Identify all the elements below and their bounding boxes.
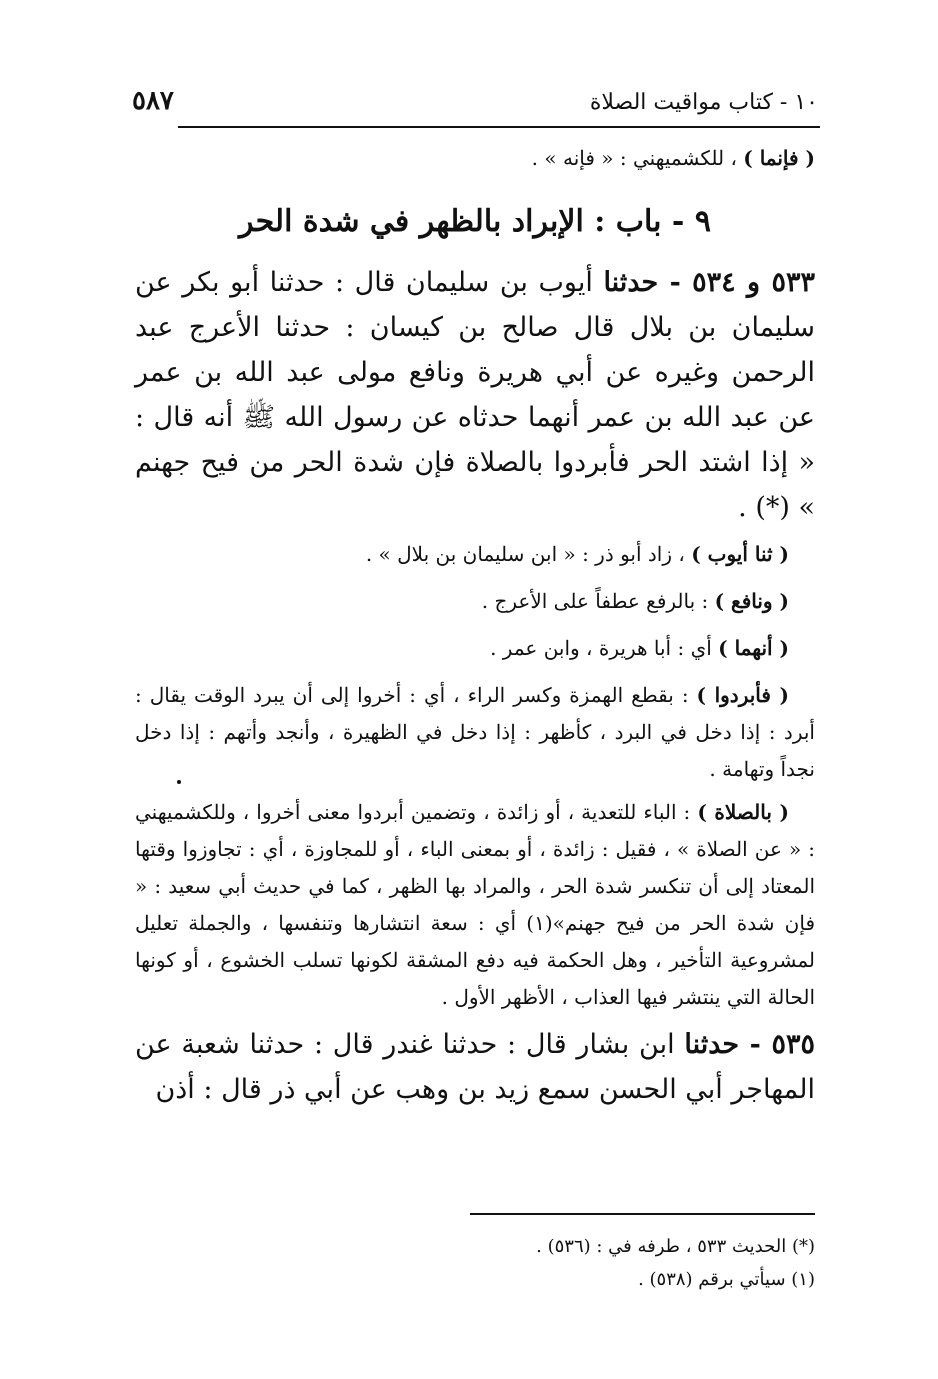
chapter-title: ٩ - باب : الإبراد بالظهر في شدة الحر bbox=[239, 204, 711, 239]
commentary-keyword: ( فأبردوا ) bbox=[696, 683, 789, 707]
commentary-text: ، زاد أبو ذر : « ابن سليمان بن بلال » . bbox=[365, 542, 692, 566]
footnotes bbox=[420, 1230, 815, 1296]
commentary-text: : بقطع الهمزة وكسر الراء ، أي : أخروا إلى أن يبرد الوقت يقال : أبرد : إذا دخل في البرد ، كأظهر : إذا دخل في الظهيرة ، وأنجد وأتهم : إذا دخل نجداً وتهامة . bbox=[135, 683, 815, 781]
commentary-note bbox=[135, 536, 815, 573]
top-note-text: ، للكشميهني : « فإنه » . bbox=[531, 146, 744, 170]
hadith-533-text: أيوب بن سليمان قال : حدثنا أبو بكر عن سليمان بن بلال قال صالح بن كيسان : حدثنا الأعرج عبد الرحمن وغيره عن أبي هريرة ونافع مولى عبد الله بن عمر عن عبد الله بن عمر أنهما حدثاه عن رسول الله ﷺ أنه قال : « إذا اشتد الحر فأبردوا بالصلاة فإن شدة الحر من فيح جهنم » (*) . bbox=[135, 267, 815, 523]
commentary-note bbox=[135, 630, 815, 667]
top-note-keyword: ( فإنما ) bbox=[743, 146, 815, 170]
hadith-535 bbox=[135, 1022, 815, 1112]
hadith-535-text: ابن بشار قال : حدثنا غندر قال : حدثنا شعبة عن المهاجر أبي الحسن سمع زيد بن وهب عن أبي ذر قال : أذن bbox=[135, 1029, 815, 1105]
commentary-text: أي : أبا هريرة ، وابن عمر . bbox=[490, 636, 719, 660]
running-title: ١٠ - كتاب مواقيت الصلاة bbox=[589, 90, 818, 115]
commentary-note bbox=[135, 794, 815, 1016]
page-header bbox=[120, 82, 820, 122]
commentary-keyword: ( أنهما ) bbox=[718, 636, 789, 660]
page-number: ٥٨٧ bbox=[132, 86, 174, 116]
top-note bbox=[135, 140, 815, 176]
commentary-text: : الباء للتعدية ، أو زائدة ، وتضمين أبردوا معنى أخروا ، وللكشميهني : « عن الصلاة » ، فقيل : زائدة ، أو بمعنى الباء ، أو للمجاوزة ، أي : تجاوزوا وقتها المعتاد إلى أن تنكسر شدة الحر ، والمراد بها الظهر ، كما في حديث أبي سعيد : « فإن شدة الحر من فيح جهنم»(١) أي : سعة انتشارها وتنفسها ، والجملة تعليل لمشروعية التأخير ، وهل الحكمة فيه دفع المشقة لكونها تسلب الخشوع ، أو كونها الحالة التي ينتشر فيها العذاب ، الأظهر الأول . bbox=[135, 800, 816, 1009]
footnote-divider bbox=[470, 1213, 815, 1215]
commentary-keyword: ( بالصلاة ) bbox=[697, 800, 789, 824]
hadith-533-lead: ٥٣٣ و ٥٣٤ - حدثنا bbox=[603, 267, 815, 298]
header-divider bbox=[178, 126, 820, 128]
footnote: (١) سيأتي برقم (٥٣٨) . bbox=[638, 1269, 815, 1290]
hadith-535-lead: ٥٣٥ - حدثنا bbox=[684, 1029, 815, 1060]
print-speck bbox=[177, 780, 181, 784]
commentary-note bbox=[135, 583, 815, 620]
commentary-keyword: ( ثنا أيوب ) bbox=[691, 542, 789, 566]
footnote: (*) الحديث ٥٣٣ ، طرفه في : (٥٣٦) . bbox=[536, 1236, 815, 1257]
hadith-533 bbox=[135, 260, 815, 530]
commentary-note bbox=[135, 677, 815, 788]
commentary-keyword: ( ونافع ) bbox=[714, 589, 789, 613]
page-body bbox=[135, 140, 815, 1118]
commentary-text: : بالرفع عطفاً على الأعرج . bbox=[481, 589, 715, 613]
